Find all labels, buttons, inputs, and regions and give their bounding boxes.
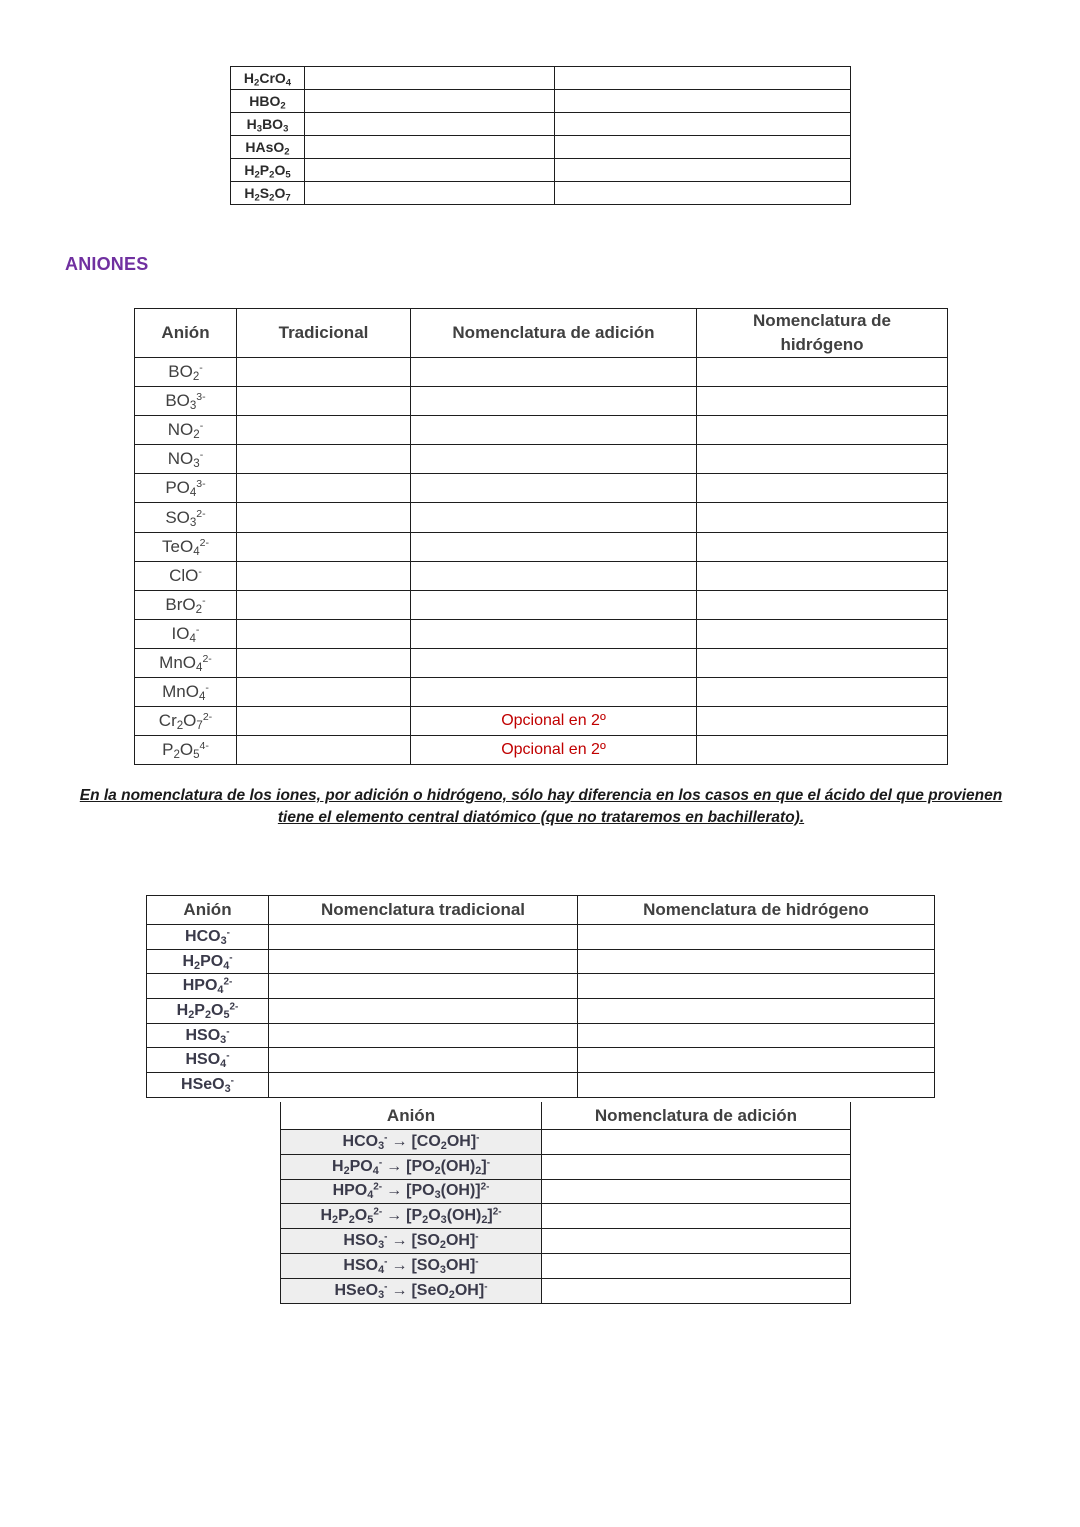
hidrogeno-cell[interactable] xyxy=(578,1048,935,1073)
table-row xyxy=(135,387,948,416)
answer-cell[interactable] xyxy=(305,159,555,182)
tradicional-cell[interactable] xyxy=(237,619,411,648)
tradicional-cell[interactable] xyxy=(269,999,578,1024)
addition-table xyxy=(280,1102,851,1304)
anion-formula: $PO_4^{3-}$ xyxy=(135,474,237,503)
anion-formula: $HSO_4^-$ xyxy=(343,1256,388,1276)
bracket-formula: $[CO_2OH]^-$ xyxy=(411,1132,480,1152)
tradicional-cell[interactable] xyxy=(237,416,411,445)
adicion-cell[interactable] xyxy=(542,1204,851,1229)
hidrogeno-cell[interactable] xyxy=(578,1073,935,1098)
hidrogeno-cell[interactable] xyxy=(697,736,948,765)
hidrogeno-cell[interactable] xyxy=(578,925,935,950)
answer-cell[interactable] xyxy=(555,90,851,113)
table-row xyxy=(135,358,948,387)
table-row xyxy=(135,561,948,590)
anion-conversion xyxy=(281,1278,542,1303)
anion-formula: $P_2O_5^{4-}$ xyxy=(135,736,237,765)
answer-cell[interactable] xyxy=(305,182,555,205)
header-adicion: Nomenclatura de adición xyxy=(542,1102,851,1130)
adicion-cell[interactable] xyxy=(542,1179,851,1204)
arrow-right-icon: → xyxy=(391,1232,408,1250)
table-row xyxy=(147,925,935,950)
anion-conversion xyxy=(281,1253,542,1278)
note-line-2: tiene el elemento central diatómico (que no trataremos en bachillerato). xyxy=(277,809,805,826)
tradicional-cell[interactable] xyxy=(237,358,411,387)
anion-formula: $HSO_3^-$ xyxy=(147,1023,269,1048)
header-hidrogeno: Nomenclatura de hidrógeno xyxy=(578,896,935,925)
table-row xyxy=(135,648,948,677)
hidrogeno-cell[interactable] xyxy=(697,445,948,474)
acids-table xyxy=(230,66,851,205)
table-row xyxy=(281,1130,851,1155)
table-row xyxy=(281,1179,851,1204)
hidrogeno-cell[interactable] xyxy=(697,561,948,590)
adicion-cell[interactable] xyxy=(411,532,697,561)
hidrogeno-cell[interactable] xyxy=(697,619,948,648)
table-row xyxy=(135,532,948,561)
hidrogeno-cell[interactable] xyxy=(697,532,948,561)
section-title: ANIONES xyxy=(65,254,149,274)
tradicional-cell[interactable] xyxy=(237,445,411,474)
table-row xyxy=(147,999,935,1024)
hidrogeno-cell[interactable] xyxy=(697,678,948,707)
hidrogeno-cell[interactable] xyxy=(697,503,948,532)
table-row xyxy=(135,590,948,619)
anion-formula: $HPO_4^{2-}$ xyxy=(147,974,269,999)
anion-formula: ClO- xyxy=(135,561,237,590)
anion-formula: $H_2PO_4^-$ xyxy=(147,949,269,974)
acid-formula: $H_3BO_3$ xyxy=(231,113,305,136)
adicion-cell[interactable] xyxy=(411,619,697,648)
header-tradicional: Nomenclatura tradicional xyxy=(269,896,578,925)
answer-cell[interactable] xyxy=(555,136,851,159)
table-row xyxy=(281,1278,851,1303)
arrow-right-icon: → xyxy=(391,1132,408,1150)
hidrogeno-cell[interactable] xyxy=(578,949,935,974)
tradicional-cell[interactable] xyxy=(237,532,411,561)
adicion-cell[interactable] xyxy=(542,1154,851,1179)
tradicional-cell[interactable] xyxy=(237,736,411,765)
tradicional-cell[interactable] xyxy=(237,648,411,677)
tradicional-cell[interactable] xyxy=(237,561,411,590)
acid-formula: HAsO$_2$ xyxy=(231,136,305,159)
anion-conversion xyxy=(281,1204,542,1229)
anion-formula: $HSO_3^-$ xyxy=(343,1231,388,1252)
acids-table-body xyxy=(231,67,851,205)
adicion-cell[interactable] xyxy=(411,678,697,707)
anions-table-body xyxy=(135,358,948,765)
answer-cell[interactable] xyxy=(555,113,851,136)
anion-formula: $NO_2^-$ xyxy=(135,416,237,445)
table-header-row xyxy=(147,896,935,925)
arrow-right-icon: → xyxy=(391,1256,408,1274)
adicion-cell[interactable] xyxy=(542,1130,851,1155)
answer-cell[interactable] xyxy=(305,113,555,136)
table-row xyxy=(231,67,851,90)
adicion-cell[interactable] xyxy=(411,387,697,416)
anion-formula: $SO_3^{2-}$ xyxy=(135,503,237,532)
hidrogeno-cell[interactable] xyxy=(697,387,948,416)
anion-formula: TeO$_4^{2-}$ xyxy=(135,532,237,561)
adicion-cell[interactable] xyxy=(542,1229,851,1254)
table-row xyxy=(135,503,948,532)
header-anion: Anión xyxy=(147,896,269,925)
adicion-cell[interactable] xyxy=(411,358,697,387)
anion-conversion xyxy=(281,1179,542,1204)
anion-formula: $Cr_2O_7^{2-}$ xyxy=(135,707,237,736)
table-header-row xyxy=(135,309,948,358)
anion-formula: $BO_3^{3-}$ xyxy=(135,387,237,416)
table-row xyxy=(135,678,948,707)
tradicional-cell[interactable] xyxy=(269,974,578,999)
adicion-cell[interactable] xyxy=(411,648,697,677)
adicion-cell[interactable] xyxy=(411,416,697,445)
answer-cell[interactable] xyxy=(555,67,851,90)
answer-cell[interactable] xyxy=(305,90,555,113)
anion-formula: $HPO_4^{2-}$ xyxy=(332,1182,383,1202)
tradicional-cell[interactable] xyxy=(269,949,578,974)
table-row xyxy=(231,90,851,113)
tradicional-cell[interactable] xyxy=(237,590,411,619)
table-row xyxy=(147,949,935,974)
note-line-1: En la nomenclatura de los iones, por adición o hidrógeno, sólo hay diferencia en los casos en que el ácido del que provienen xyxy=(79,787,1003,804)
bracket-formula: [SeO$_2$OH]- xyxy=(411,1281,488,1301)
table-row xyxy=(147,974,935,999)
adicion-cell[interactable] xyxy=(542,1253,851,1278)
table-row xyxy=(135,736,948,765)
hidrogeno-cell[interactable] xyxy=(697,590,948,619)
bracket-formula: $[PO_2(OH)_2]^-$ xyxy=(406,1157,490,1177)
header-tradicional: Tradicional xyxy=(237,309,411,358)
anion-formula: BrO$_2$- xyxy=(135,590,237,619)
table-row xyxy=(135,416,948,445)
answer-cell[interactable] xyxy=(305,136,555,159)
answer-cell[interactable] xyxy=(305,67,555,90)
tradicional-cell[interactable] xyxy=(269,925,578,950)
acid-formula: $H_2S_2O_7$ xyxy=(231,182,305,205)
header-anion: Anión xyxy=(281,1102,542,1130)
adicion-cell[interactable] xyxy=(411,445,697,474)
bracket-formula: $[SO_3OH]^-$ xyxy=(411,1256,479,1276)
arrow-right-icon: → xyxy=(391,1281,408,1299)
table-row xyxy=(281,1229,851,1254)
anion-formula: $HCO_3^-$ xyxy=(147,925,269,950)
answer-cell[interactable] xyxy=(555,159,851,182)
hidrogeno-cell[interactable] xyxy=(697,707,948,736)
tradicional-cell[interactable] xyxy=(237,678,411,707)
table-row xyxy=(135,619,948,648)
bracket-formula: $[P_2O_3(OH)_2]^{2-}$ xyxy=(406,1206,502,1227)
adicion-cell[interactable] xyxy=(411,503,697,532)
anion-formula: $BO_2^-$ xyxy=(135,358,237,387)
table-row xyxy=(135,474,948,503)
arrow-right-icon: → xyxy=(386,1207,403,1225)
hidrogeno-cell[interactable] xyxy=(578,974,935,999)
header-hidrogeno: Nomenclatura de hidrógeno xyxy=(697,309,948,358)
anion-formula: $HCO_3^-$ xyxy=(342,1132,388,1152)
hydrogen-anions-table-body xyxy=(147,925,935,1098)
tradicional-cell[interactable] xyxy=(269,1073,578,1098)
table-row xyxy=(281,1154,851,1179)
anion-conversion xyxy=(281,1130,542,1155)
arrow-right-icon: → xyxy=(386,1157,403,1175)
hidrogeno-cell[interactable] xyxy=(697,648,948,677)
table-row xyxy=(231,113,851,136)
hidrogeno-cell[interactable] xyxy=(697,358,948,387)
note-text xyxy=(70,785,1012,829)
table-row xyxy=(281,1204,851,1229)
optional-note[interactable]: Opcional en 2º xyxy=(411,707,697,736)
answer-cell[interactable] xyxy=(555,182,851,205)
tradicional-cell[interactable] xyxy=(269,1023,578,1048)
anion-formula: $IO_4^-$ xyxy=(135,619,237,648)
tradicional-cell[interactable] xyxy=(237,474,411,503)
table-row xyxy=(135,445,948,474)
acid-formula: $H_2P_2O_5$ xyxy=(231,159,305,182)
anion-formula: MnO$_4$- xyxy=(135,678,237,707)
anion-formula: $H_2P_2O_5^{2-}$ xyxy=(320,1206,383,1227)
header-adicion: Nomenclatura de adición xyxy=(411,309,697,358)
table-row xyxy=(231,159,851,182)
anions-table xyxy=(134,308,948,765)
arrow-right-icon: → xyxy=(386,1182,403,1200)
table-row xyxy=(147,1023,935,1048)
anion-formula: $HSO_4^-$ xyxy=(147,1048,269,1073)
table-row xyxy=(281,1253,851,1278)
anion-formula: $H_2P_2O_5^{2-}$ xyxy=(147,999,269,1024)
bracket-formula: $[SO_2OH]^-$ xyxy=(411,1231,479,1252)
acid-formula: $HBO_2$ xyxy=(231,90,305,113)
table-row xyxy=(231,136,851,159)
tradicional-cell[interactable] xyxy=(237,707,411,736)
bracket-formula: $[PO_3(OH)]^{2-}$ xyxy=(406,1182,490,1202)
anion-formula: $NO_3^-$ xyxy=(135,445,237,474)
adicion-cell[interactable] xyxy=(411,561,697,590)
anion-conversion xyxy=(281,1229,542,1254)
optional-note[interactable]: Opcional en 2º xyxy=(411,736,697,765)
table-row xyxy=(147,1073,935,1098)
adicion-cell[interactable] xyxy=(542,1278,851,1303)
table-row xyxy=(231,182,851,205)
adicion-cell[interactable] xyxy=(411,590,697,619)
tradicional-cell[interactable] xyxy=(237,503,411,532)
anion-conversion xyxy=(281,1154,542,1179)
tradicional-cell[interactable] xyxy=(269,1048,578,1073)
acid-formula: $H_2CrO_4$ xyxy=(231,67,305,90)
anion-formula: HSeO$_3$- xyxy=(334,1281,388,1301)
addition-table-body xyxy=(281,1130,851,1304)
table-header-row xyxy=(281,1102,851,1130)
hydrogen-anions-table xyxy=(146,895,935,1098)
hidrogeno-cell[interactable] xyxy=(697,416,948,445)
adicion-cell[interactable] xyxy=(411,474,697,503)
anion-formula: $H_2PO_4^-$ xyxy=(332,1157,383,1177)
table-row xyxy=(135,707,948,736)
hidrogeno-cell[interactable] xyxy=(578,999,935,1024)
anion-formula: HSeO$_3$- xyxy=(147,1073,269,1098)
hidrogeno-cell[interactable] xyxy=(697,474,948,503)
anion-formula: MnO$_4^{2-}$ xyxy=(135,648,237,677)
header-anion: Anión xyxy=(135,309,237,358)
tradicional-cell[interactable] xyxy=(237,387,411,416)
hidrogeno-cell[interactable] xyxy=(578,1023,935,1048)
table-row xyxy=(147,1048,935,1073)
